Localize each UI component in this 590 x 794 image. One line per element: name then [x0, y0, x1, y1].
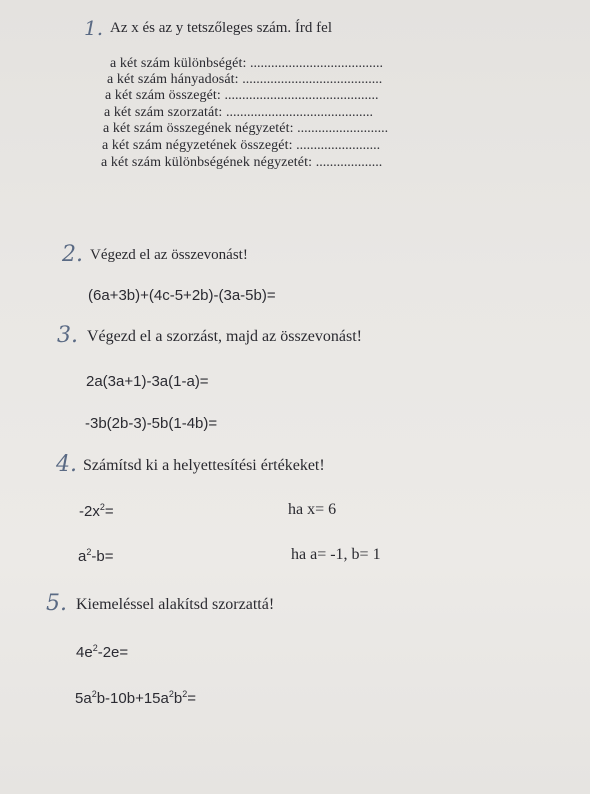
task4-condition-2: ha a= -1, b= 1: [291, 546, 381, 563]
line-label: a két szám összegét:: [105, 88, 221, 103]
line-label: a két szám különbségének négyzetét:: [101, 155, 313, 170]
answer-dots: ............................................: [224, 88, 379, 103]
task5-title: Kiemeléssel alakítsd szorzattá!: [76, 596, 275, 613]
task5-number: 5.: [46, 591, 67, 616]
answer-dots: ........................................: [242, 72, 383, 87]
task4-expression-1: $-2x^2=$: [79, 502, 114, 520]
task1-line-1: [110, 56, 383, 72]
answer-dots: ..........................: [297, 121, 389, 136]
task1-title: Az x és az y tetszőleges szám. Írd fel: [110, 20, 332, 36]
answer-dots: ........................: [296, 138, 381, 153]
line-label: a két szám összegének négyzetét:: [103, 121, 294, 136]
line-label: a két szám hányadosát:: [107, 72, 239, 87]
task3-expression-2: -3b(2b-3)-5b(1-4b)=: [85, 415, 218, 432]
task1-line-7: [101, 155, 382, 171]
line-label: a két szám különbségét:: [110, 56, 247, 71]
task1-line-4: [104, 105, 373, 121]
task1-line-3: [105, 88, 379, 104]
task3-expression-1: 2a(3a+1)-3a(1-a)=: [86, 373, 209, 390]
task1-line-2: [107, 72, 382, 88]
task5-expression-2: $5a^2b-10b+15a^2b^2=$: [75, 689, 196, 707]
task4-number: 4.: [56, 452, 77, 477]
task1-number: 1.: [84, 16, 104, 40]
task1-line-5: [103, 121, 388, 137]
line-label: a két szám szorzatát:: [104, 105, 223, 120]
task5-expression-1: $4e^2-2e=$: [76, 643, 129, 661]
answer-dots: ......................................: [250, 56, 384, 71]
answer-dots: ..........................................: [225, 105, 373, 120]
task4-title: Számítsd ki a helyettesítési értékeket!: [83, 457, 325, 474]
line-label: a két szám négyzetének összegét:: [102, 138, 293, 153]
task3-title: Végezd el a szorzást, majd az összevonást!: [87, 328, 362, 345]
task1-line-6: [102, 138, 380, 154]
task2-number: 2.: [62, 242, 83, 267]
task4-condition-1: ha x= 6: [288, 501, 337, 518]
task4-expression-2: $a^2-b=$: [78, 547, 114, 565]
task3-number: 3.: [57, 323, 78, 348]
task2-expression: (6a+3b)+(4c-5+2b)-(3a-5b)=: [88, 287, 276, 304]
answer-dots: ...................: [315, 155, 383, 170]
task2-title: Végezd el az összevonást!: [90, 247, 248, 263]
